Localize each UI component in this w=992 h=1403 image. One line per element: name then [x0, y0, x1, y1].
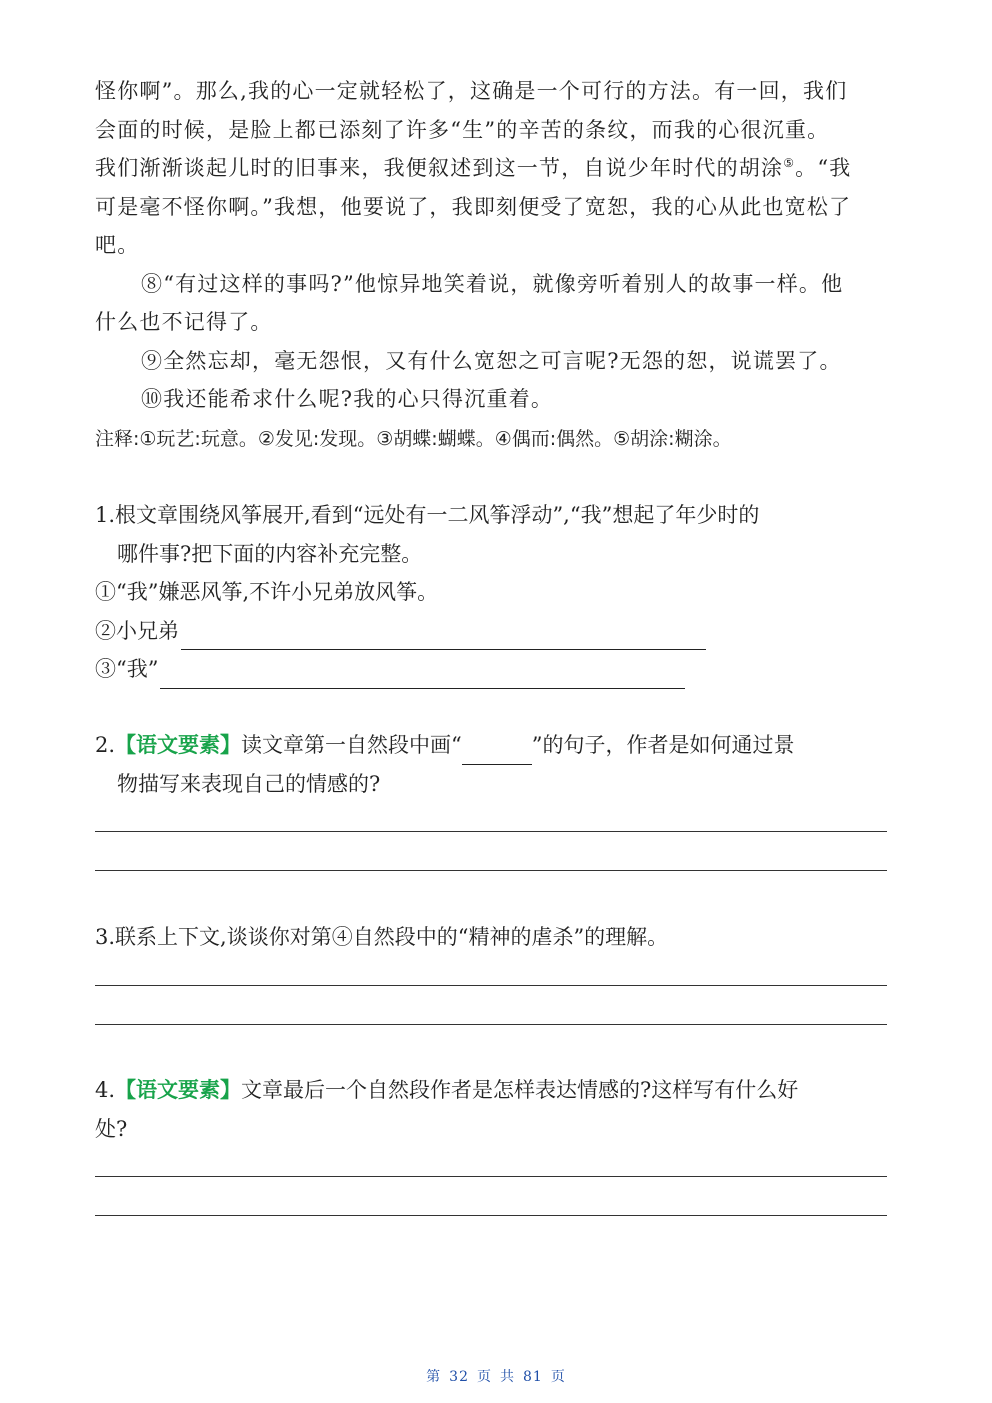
- passage-line: 怪你啊”。那么,我的心一定就轻松了，这确是一个可行的方法。有一回，我们: [95, 79, 848, 103]
- question-2-line: 物描写来表现自己的情感的?: [117, 771, 381, 796]
- question-text: 读文章第一自然段中画“: [241, 733, 462, 757]
- question-3: [95, 918, 898, 957]
- answer-line[interactable]: [95, 1176, 887, 1177]
- question-2: [95, 726, 898, 803]
- passage-line: 吧。: [95, 233, 140, 257]
- question-1: [95, 496, 898, 689]
- language-element-tag: 【语文要素】: [115, 1078, 242, 1102]
- language-element-tag: 【语文要素】: [115, 733, 242, 757]
- page-number: 32: [449, 1369, 469, 1385]
- question-1-item: [95, 612, 898, 651]
- question-4: [95, 1071, 898, 1148]
- total-pages: 81: [523, 1369, 543, 1385]
- annotation-notes: 注释:①玩艺:玩意。②发见:发现。③胡蝶:蝴蝶。④偶而:偶然。⑤胡涂:糊涂。: [95, 428, 732, 450]
- passage-line-text: 我们渐渐谈起儿时的旧事来，我便叙述到这一节，自说少年时代的胡涂: [95, 156, 784, 180]
- footnote-mark: ⑤: [783, 156, 796, 170]
- question-number: 4.: [95, 1078, 116, 1102]
- passage-line: 会面的时候，是脸上都已添刻了许多“生”的辛苦的条纹，而我的心很沉重。: [95, 117, 830, 142]
- answer-blank[interactable]: [181, 623, 706, 650]
- answer-line[interactable]: [95, 1024, 887, 1025]
- question-1-item: ①“我”嫌恶风筝,不许小兄弟放风筝。: [95, 580, 439, 604]
- answer-line[interactable]: [95, 985, 887, 986]
- question-4-line: 处?: [95, 1116, 128, 1141]
- footer-text: 共: [500, 1369, 515, 1385]
- question-2-line: [95, 726, 898, 765]
- question-number: 2.: [95, 733, 116, 757]
- passage: [95, 72, 898, 419]
- question-1-item: [95, 650, 898, 689]
- passage-line-tail: 。“我: [795, 156, 852, 180]
- question-1-item-label: ③“我”: [95, 657, 159, 681]
- footer-text: 第: [426, 1369, 442, 1385]
- passage-line: ⑧“有过这样的事吗?”他惊异地笑着说，就像旁听着别人的故事一样。他: [141, 271, 844, 296]
- passage-line: ⑨全然忘却，毫无怨恨，又有什么宽恕之可言呢?无怨的恕，说谎罢了。: [141, 348, 842, 373]
- passage-line: [95, 149, 898, 188]
- footer-text: 页: [550, 1369, 566, 1385]
- passage-line: ⑩我还能希求什么呢?我的心只得沉重着。: [141, 387, 554, 411]
- question-1-item-label: ②小兄弟: [95, 618, 179, 643]
- answer-blank[interactable]: [160, 662, 685, 689]
- question-text: 文章最后一个自然段作者是怎样表达情感的?这样写有什么好: [241, 1078, 799, 1102]
- question-1-line: 1.根文章围绕风筝展开,看到“远处有一二风筝浮动”,“我”想起了年少时的: [95, 503, 760, 527]
- passage-line: 什么也不记得了。: [95, 310, 273, 334]
- answer-line[interactable]: [95, 831, 887, 832]
- page-footer: [0, 1366, 992, 1386]
- underline-mark: [462, 740, 532, 765]
- footer-text: 页: [477, 1369, 492, 1385]
- question-1-line: 哪件事?把下面的内容补充完整。: [117, 541, 423, 566]
- question-4-line: [95, 1071, 898, 1110]
- answer-line[interactable]: [95, 1215, 887, 1216]
- question-text: ”的句子，作者是如何通过景: [531, 733, 795, 757]
- passage-line: 可是毫不怪你啊。”我想，他要说了，我即刻便受了宽恕，我的心从此也宽松了: [95, 194, 852, 219]
- question-3-line: 3.联系上下文,谈谈你对第④自然段中的“精神的虐杀”的理解。: [95, 925, 669, 949]
- answer-line[interactable]: [95, 870, 887, 871]
